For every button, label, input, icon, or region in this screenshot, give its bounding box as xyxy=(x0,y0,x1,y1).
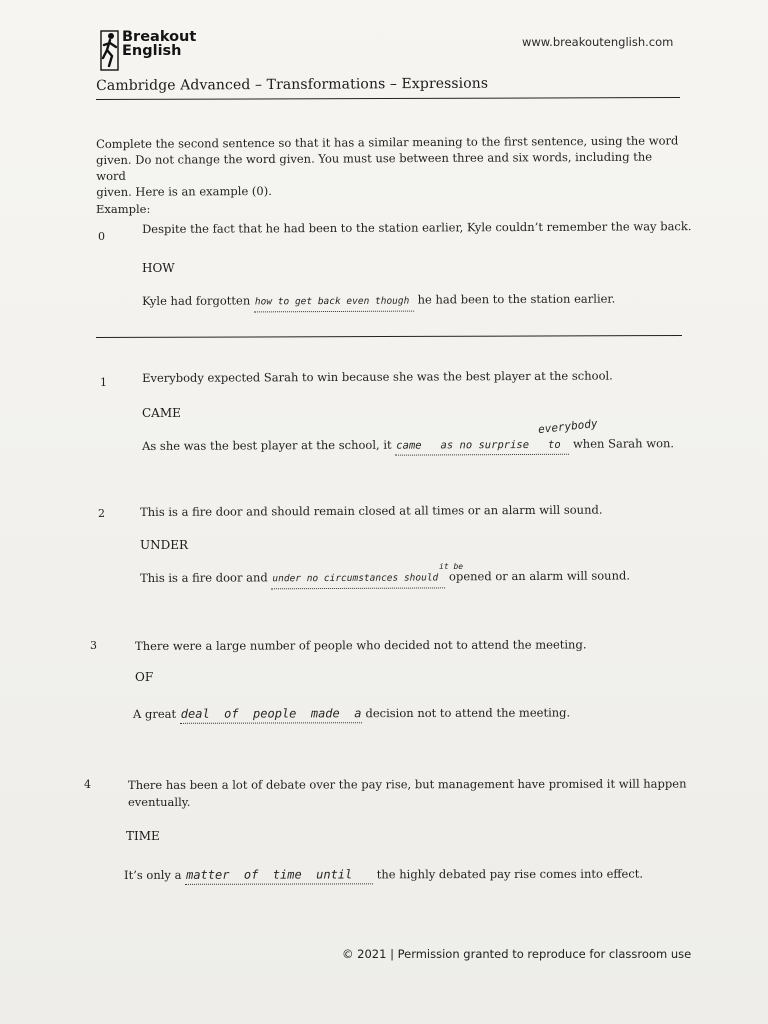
question-3-answer: deal of people made a xyxy=(180,706,362,721)
question-2-prefix: This is a fire door and xyxy=(140,570,268,585)
title-divider xyxy=(96,97,680,100)
section-divider xyxy=(96,335,682,338)
question-2-answer: under no circumstances should xyxy=(272,572,439,585)
question-number: 2 xyxy=(98,507,105,520)
question-3-sentence: There were a large number of people who decided not to attend the meeting. xyxy=(135,637,587,653)
question-4-answer-blank[interactable] xyxy=(185,866,373,884)
example-answer: how to get back even though xyxy=(254,295,410,308)
question-4-answer-line xyxy=(124,866,643,885)
question-3-answer-blank[interactable] xyxy=(180,705,362,723)
copyright-footer: © 2021 | Permission granted to reproduce for classroom use xyxy=(342,947,692,961)
instructions-line: given. Here is an example (0). xyxy=(96,183,272,199)
breakout-english-logo xyxy=(100,30,196,72)
page-title: Cambridge Advanced – Transformations – Expressions xyxy=(96,75,489,94)
question-3-prefix: A great xyxy=(133,706,177,721)
example-number: 0 xyxy=(98,230,105,243)
question-3-answer-line xyxy=(133,704,570,723)
question-1-suffix: when Sarah won. xyxy=(572,436,675,451)
question-1-prefix: As she was the best player at the school, it xyxy=(142,437,392,453)
example-sentence: Despite the fact that he had been to the station earlier, Kyle couldn’t remember the way back. xyxy=(142,219,692,236)
question-3-suffix: decision not to attend the meeting. xyxy=(365,705,571,721)
question-2-suffix: opened or an alarm will sound. xyxy=(449,568,631,584)
example-answer-line xyxy=(142,291,615,313)
question-2-answer-extra: it be xyxy=(439,562,464,571)
question-number: 3 xyxy=(90,639,97,652)
question-1-answer-extra: everybody xyxy=(537,416,599,437)
running-figure-icon xyxy=(100,30,120,72)
logo-text-breakout: Breakout xyxy=(122,29,197,45)
instructions-line: Complete the second sentence so that it has a similar meaning to the first sentence, using the word xyxy=(96,133,679,151)
question-1-keyword: CAME xyxy=(142,406,181,420)
instructions-line: given. Do not change the word given. You must use between three and six words, including the word xyxy=(96,149,653,183)
example-label: Example: xyxy=(96,202,151,216)
question-4-sentence-line1: There has been a lot of debate over the pay rise, but management have promised it will happen xyxy=(128,776,687,792)
question-4-suffix: the highly debated pay rise comes into effect. xyxy=(376,866,644,882)
question-4-sentence-line2: eventually. xyxy=(128,795,191,809)
website-url: www.breakoutenglish.com xyxy=(522,35,674,49)
question-1-answer: came as no surprise to xyxy=(396,438,561,452)
example-prefix: Kyle had forgotten xyxy=(142,293,251,308)
question-1-sentence: Everybody expected Sarah to win because she was the best player at the school. xyxy=(142,368,613,385)
question-4-answer: matter of time until xyxy=(186,867,353,882)
example-suffix: he had been to the station earlier. xyxy=(417,291,616,307)
example-keyword: HOW xyxy=(142,261,175,275)
instructions xyxy=(96,132,682,200)
question-4-keyword: TIME xyxy=(126,829,160,843)
question-1-answer-line xyxy=(142,435,674,456)
logo-text-english: English xyxy=(122,43,182,59)
question-number: 1 xyxy=(100,376,107,389)
question-2-answer-line xyxy=(140,567,630,589)
question-2-answer-blank[interactable] xyxy=(271,568,445,588)
example-answer-blank xyxy=(254,292,414,312)
question-2-sentence: This is a fire door and should remain closed at all times or an alarm will sound. xyxy=(140,502,603,519)
question-number: 4 xyxy=(84,778,91,791)
question-4-prefix: It’s only a xyxy=(124,867,182,882)
question-1-answer-blank[interactable] xyxy=(395,436,569,455)
question-3-keyword: OF xyxy=(135,670,154,684)
question-2-keyword: UNDER xyxy=(140,538,189,552)
